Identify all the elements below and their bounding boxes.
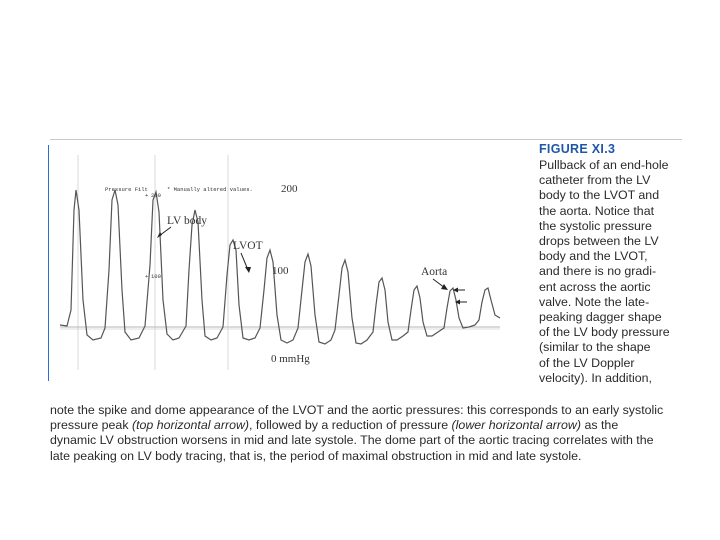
scale-label-200: 200	[281, 183, 298, 195]
caption-side-line: velocity). In addition,	[539, 370, 652, 385]
caption-side-line: valve. Note the late-	[539, 294, 650, 309]
aorta-label: Aorta	[421, 266, 448, 278]
caption-side-line: catheter from the LV	[539, 173, 651, 188]
scale-label-100: 100	[272, 265, 289, 277]
figure-title: FIGURE XI.3	[539, 142, 616, 156]
figure-caption-side	[539, 158, 709, 386]
caption-side-line: ent across the aortic	[539, 279, 651, 294]
svg-text:+: +	[145, 192, 149, 199]
caption-text-segment: late peaking on LV body tracing, that is, the period of maximal obstruction in mid and late systole.	[50, 448, 582, 463]
caption-side-line: the systolic pressure	[539, 218, 652, 233]
caption-italic-segment: (top horizontal arrow)	[131, 418, 250, 433]
figure-caption-bottom	[50, 403, 715, 464]
caption-bottom-line	[50, 403, 715, 418]
pressure-tracing-image	[55, 150, 505, 380]
scale-small-100: 100	[151, 273, 161, 280]
caption-bottom-line	[50, 449, 715, 464]
figure-left-border	[48, 145, 49, 381]
caption-side-line: the aorta. Notice that	[539, 203, 655, 218]
caption-side-line: body to the LVOT and	[539, 188, 660, 203]
caption-side-line: and there is no gradi-	[539, 264, 657, 279]
caption-text-segment: pressure peak	[50, 418, 132, 433]
lvot-label: LVOT	[233, 240, 263, 252]
svg-text:+: +	[145, 273, 149, 280]
caption-italic-segment: (lower horizontal arrow)	[451, 418, 582, 433]
caption-bottom-line	[50, 418, 715, 433]
caption-side-line: (similar to the shape	[539, 340, 651, 355]
caption-side-line: Pullback of an end-hole	[539, 158, 669, 172]
top-divider	[50, 139, 682, 140]
caption-text-segment: , followed by a reduction of pressure	[249, 418, 452, 433]
tracing-note-label: * Manually altered values.	[167, 186, 253, 193]
caption-text-segment: dynamic LV obstruction worsens in mid and late systole. The dome part of the aortic tracing correlates with the	[50, 433, 654, 448]
caption-side-line: drops between the LV	[539, 234, 659, 249]
caption-bottom-line	[50, 433, 715, 448]
scale-label-0: 0 mmHg	[271, 353, 310, 365]
caption-side-line: of the LV Doppler	[539, 355, 635, 370]
lv-body-label: LV body	[167, 215, 207, 227]
caption-side-line: peaking dagger shape	[539, 310, 662, 325]
caption-side-line: body and the LVOT,	[539, 249, 648, 264]
caption-side-line: of the LV body pressure	[539, 325, 670, 340]
tracing-header-label: Pressure Filt	[105, 186, 148, 193]
caption-text-segment: note the spike and dome appearance of the LVOT and the aortic pressures: this corresponds to an early systolic	[50, 403, 664, 417]
scale-small-200: 200	[151, 192, 161, 199]
caption-text-segment: as the	[581, 418, 619, 433]
